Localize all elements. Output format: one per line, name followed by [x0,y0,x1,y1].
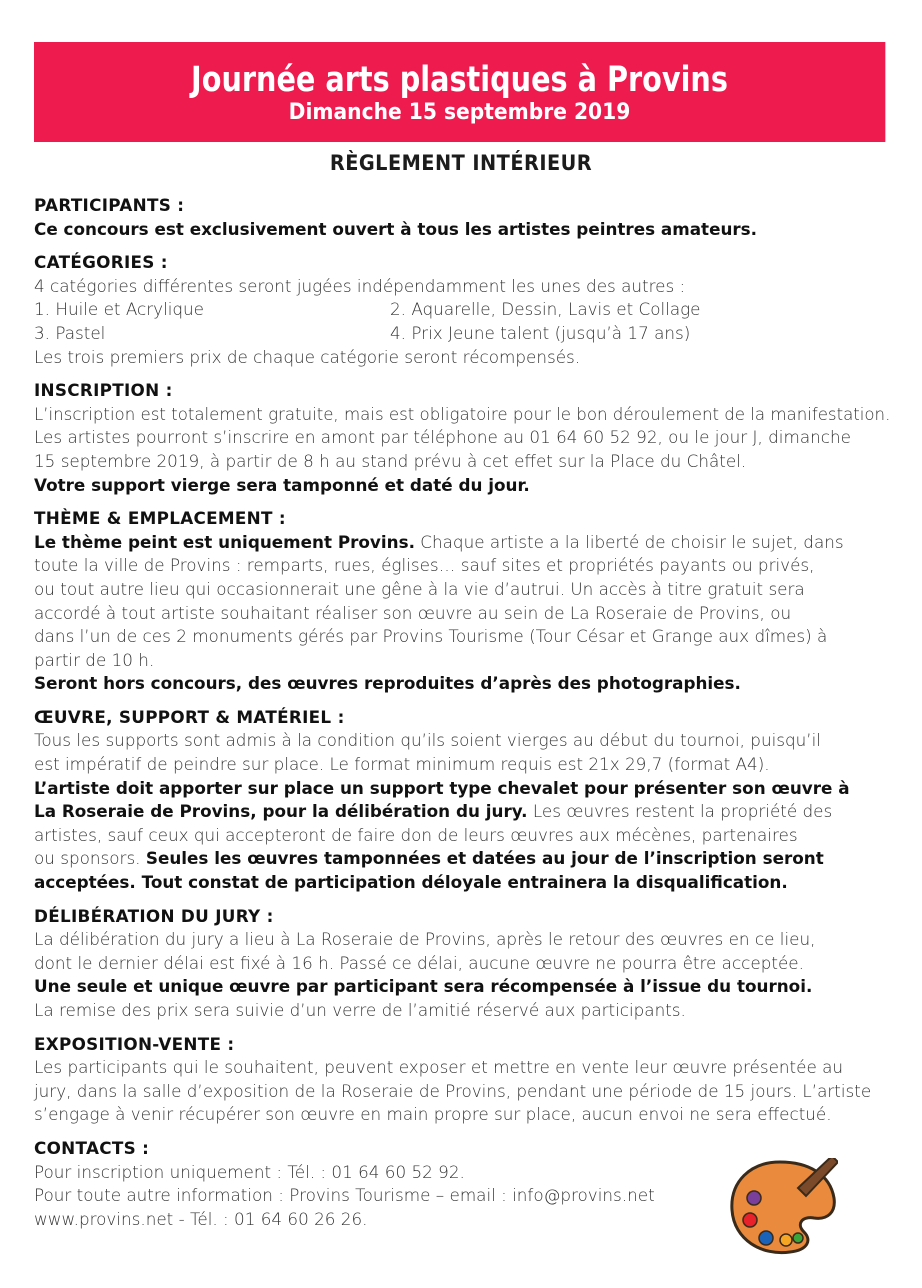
theme-line: ou tout autre lieu qui occasionnerait une gêne à la vie d’autrui. Un accès à titre gratuit sera [34,578,805,599]
theme-line: accordé à tout artiste souhaitant réaliser son œuvre au sein de La Roseraie de Provins, ou [34,602,792,623]
section-oeuvre [34,706,890,895]
rules-content [34,194,890,1237]
contacts-line: Pour inscription uniquement : Tél. : 01 64 60 52 92. [34,1161,465,1182]
section-heading: CATÉGORIES : [34,252,168,273]
jury-bold: Une seule et unique œuvre par participant sera récompensée à l’issue du tournoi. [34,976,813,997]
category-item: 4. Prix Jeune talent (jusqu’à 17 ans) [390,322,691,343]
theme-bold-end: Seront hors concours, des œuvres reproduites d’après des photographies. [34,673,741,694]
section-exposition [34,1033,890,1127]
oeuvre-line-rest: Les œuvres restent la propriété des [527,801,833,822]
categories-outro: Les trois premiers prix de chaque catégorie seront récompensés. [34,346,581,367]
inscription-bold: Votre support vierge sera tamponné et daté du jour. [34,474,530,495]
theme-line: partir de 10 h. [34,649,155,670]
category-item: 3. Pastel [34,322,106,343]
exposition-line: Les participants qui le souhaitent, peuvent exposer et mettre en vente leur œuvre présentée au [34,1057,844,1078]
jury-line: La délibération du jury a lieu à La Roseraie de Provins, après le retour des œuvres en ce lieu, [34,929,816,950]
contacts-line: Pour toute autre information : Provins Tourisme – email : info@provins.net [34,1185,655,1206]
theme-line-rest: Chaque artiste a la liberté de choisir le sujet, dans [414,531,844,552]
category-item: 2. Aquarelle, Dessin, Lavis et Collage [390,299,701,320]
section-participants [34,194,890,241]
oeuvre-bold: acceptées. Tout constat de participation déloyale entrainera la disqualification. [34,872,788,893]
jury-line: dont le dernier délai est fixé à 16 h. Passé ce délai, aucune œuvre ne pourra être acceptée. [34,952,804,973]
theme-line: dans l’un de ces 2 monuments gérés par Provins Tourisme (Tour César et Grange aux dîmes) à [34,626,828,647]
exposition-line: jury, dans la salle d’exposition de la Roseraie de Provins, pendant une période de 15 jours. L’artiste [34,1080,872,1101]
theme-line: toute la ville de Provins : remparts, rues, églises… sauf sites et propriétés payants ou privés, [34,555,815,576]
category-item: 1. Huile et Acrylique [34,299,205,320]
event-date: Dimanche 15 septembre 2019 [288,100,631,125]
paint-palette-icon [728,1158,838,1258]
section-heading: THÈME & EMPLACEMENT : [34,508,286,529]
oeuvre-line: artistes, sauf ceux qui accepteront de faire don de leurs œuvres aux mécènes, partenaires [34,824,798,845]
section-heading: ŒUVRE, SUPPORT & MATÉRIEL : [34,706,345,727]
oeuvre-bold: La Roseraie de Provins, pour la délibération du jury. [34,801,528,822]
oeuvre-line-lead: ou sponsors. [34,848,146,869]
categories-list [34,298,890,345]
section-inscription [34,379,890,497]
jury-line: La remise des prix sera suivie d’un verre de l’amitié réservé aux participants. [34,1000,686,1020]
section-heading: PARTICIPANTS : [34,195,185,215]
inscription-line: Les artistes pourront s’inscrire en amont par téléphone au 01 64 60 52 92, ou le jour J, dimanche [34,427,851,448]
oeuvre-line: Tous les supports sont admis à la condition qu’ils soient vierges au début du tournoi, puisqu’il [34,730,821,751]
section-theme [34,507,890,696]
oeuvre-line [34,800,890,824]
theme-line [34,531,890,555]
section-heading: EXPOSITION-VENTE : [34,1033,235,1054]
inscription-line: 15 septembre 2019, à partir de 8 h au stand prévu à cet effet sur la Place du Châtel. [34,450,747,471]
event-title: Journée arts plastiques à Provins [191,60,728,100]
section-categories [34,251,890,369]
exposition-line: s’engage à venir récupérer son œuvre en main propre sur place, aucun envoi ne sera effectué. [34,1104,832,1125]
section-heading: CONTACTS : [34,1137,150,1158]
oeuvre-line: est impératif de peindre sur place. Le format minimum requis est 21x 29,7 (format A4). [34,754,770,775]
contacts-line: www.provins.net - Tél. : 01 64 60 26 26. [34,1208,368,1229]
section-heading: INSCRIPTION : [34,380,173,401]
oeuvre-bold: Seules les œuvres tamponnées et datées au jour de l’inscription seront [145,848,824,869]
document-title: RÈGLEMENT INTÉRIEUR [329,151,593,175]
inscription-line: L’inscription est totalement gratuite, mais est obligatoire pour le bon déroulement de la manifestation. [34,403,891,424]
section-heading: DÉLIBÉRATION DU JURY : [34,905,274,926]
section-contacts [34,1137,714,1231]
header-banner [34,42,886,142]
oeuvre-line [34,847,890,871]
participants-text: Ce concours est exclusivement ouvert à tous les artistes peintres amateurs. [34,218,758,239]
section-jury [34,905,890,1023]
oeuvre-bold: L’artiste doit apporter sur place un support type chevalet pour présenter son œuvre à [34,777,850,798]
categories-intro: 4 catégories différentes seront jugées indépendamment les unes des autres : [34,275,686,296]
theme-bold-lead: Le thème peint est uniquement Provins. [34,531,415,552]
